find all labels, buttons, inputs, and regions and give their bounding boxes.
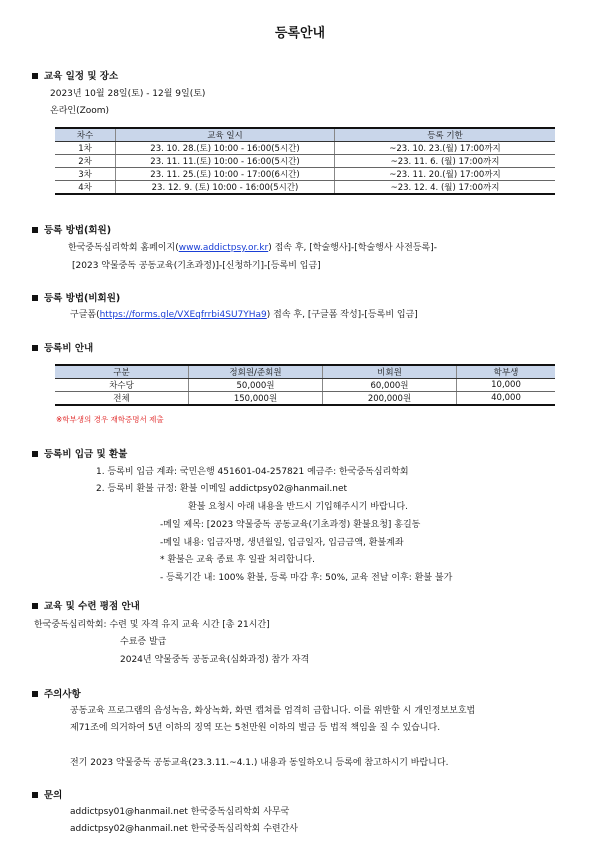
contact-line: addictpsy01@hanmail.net 한국중독심리학회 사무국 — [70, 807, 290, 817]
table-cell: 23. 12. 9. (토) 10:00 - 16:00(5시간) — [116, 181, 335, 195]
payment-line: 1. 등록비 입금 계좌: 국민은행 451601-04-257821 예금주: 한국중독심리학회 — [96, 467, 409, 477]
table-cell: 23. 11. 11.(토) 10:00 - 16:00(5시간) — [116, 155, 335, 168]
google-form-link[interactable]: https://forms.gle/VXEqfrrbi4SU7YHa9 — [99, 310, 267, 320]
table-cell: 3차 — [55, 168, 116, 181]
credit-line: 한국중독심리학회: 수련 및 자격 유지 교육 시간 [총 21시간] — [34, 620, 270, 630]
bullet-square-icon — [32, 451, 38, 457]
section-credit-heading: 교육 및 수련 평점 안내 — [32, 598, 140, 612]
nonmember-line: 구글폼(https://forms.gle/VXEqfrrbi4SU7YHa9) 접속 후, [구글폼 작성]-[등록비 입금] — [70, 310, 418, 320]
payment-line: 2. 등록비 환불 규정: 환불 이메일 addictpsy02@hanmail.net — [96, 484, 348, 494]
table-row — [55, 168, 555, 181]
table-cell: 1차 — [55, 142, 116, 155]
schedule-place: 온라인(Zoom) — [50, 106, 110, 116]
bullet-square-icon — [32, 691, 38, 697]
schedule-dates: 2023년 10월 28일(토) - 12월 9일(토) — [50, 89, 206, 99]
table-row — [55, 155, 555, 168]
table-cell: 200,000원 — [323, 392, 457, 406]
table-cell: 40,000 — [457, 392, 556, 406]
table-header: 차수 — [55, 128, 116, 142]
bullet-square-icon — [32, 227, 38, 233]
member-line-2: [2023 약물중독 공동교육(기초과정)]-[신청하기]-[등록비 입금] — [72, 261, 321, 271]
caution-line: 공동교육 프로그램의 음성녹음, 화상녹화, 화면 캡쳐를 엄격히 금합니다. 이를 위반할 시 개인정보보호법 — [70, 706, 476, 716]
payment-line: -메일 내용: 입금자명, 생년월일, 입금일자, 입금금액, 환불계좌 — [160, 538, 404, 548]
bullet-square-icon — [32, 345, 38, 351]
table-cell: ~23. 11. 6. (월) 17:00까지 — [335, 155, 556, 168]
member-line-1: 한국중독심리학회 홈페이지(www.addictpsy.or.kr) 접속 후, [학술행사]-[학술행사 사전등록]- — [68, 243, 437, 253]
table-header: 비회원 — [323, 365, 457, 379]
table-cell: 전체 — [55, 392, 189, 406]
table-cell: 150,000원 — [189, 392, 323, 406]
table-header: 구분 — [55, 365, 189, 379]
table-header: 교육 일시 — [116, 128, 335, 142]
section-contact-heading: 문의 — [32, 787, 62, 801]
homepage-link[interactable]: www.addictpsy.or.kr — [178, 243, 269, 253]
contact-line: addictpsy02@hanmail.net 한국중독심리학회 수련간사 — [70, 824, 298, 834]
table-cell: 23. 11. 25.(토) 10:00 - 17:00(6시간) — [116, 168, 335, 181]
section-caution-heading: 주의사항 — [32, 686, 81, 700]
table-cell: 60,000원 — [323, 379, 457, 392]
payment-line: - 등록기간 내: 100% 환불, 등록 마감 후: 50%, 교육 전날 이후: 환불 불가 — [160, 573, 453, 583]
table-row — [55, 142, 555, 155]
table-cell: 2차 — [55, 155, 116, 168]
table-row — [55, 379, 555, 392]
table-cell: ~23. 12. 4. (월) 17:00까지 — [335, 181, 556, 195]
bullet-square-icon — [32, 295, 38, 301]
section-nonmember-heading: 등록 방법(비회원) — [32, 290, 120, 304]
table-cell: 4차 — [55, 181, 116, 195]
section-fee-heading: 등록비 안내 — [32, 340, 93, 354]
table-header-row — [55, 365, 555, 379]
table-cell: ~23. 10. 23.(월) 17:00까지 — [335, 142, 556, 155]
bullet-square-icon — [32, 73, 38, 79]
fee-table — [55, 364, 555, 406]
table-header: 정회원/준회원 — [189, 365, 323, 379]
payment-line: 환불 요청시 아래 내용을 반드시 기입해주시기 바랍니다. — [188, 502, 408, 512]
caution-line: 전기 2023 약물중독 공동교육(23.3.11.~4.1.) 내용과 동일하오니 등록에 참고하시기 바랍니다. — [70, 758, 449, 768]
bullet-square-icon — [32, 603, 38, 609]
table-header: 학부생 — [457, 365, 556, 379]
table-header: 등록 기한 — [335, 128, 556, 142]
table-cell: ~23. 11. 20.(월) 17:00까지 — [335, 168, 556, 181]
payment-line: -메일 제목: [2023 약물중독 공동교육(기초과정) 환불요청] 홍길동 — [160, 520, 421, 530]
fee-note: ※학부생의 경우 재학증명서 제출 — [56, 415, 164, 424]
bullet-square-icon — [32, 792, 38, 798]
table-cell: 50,000원 — [189, 379, 323, 392]
table-cell: 차수당 — [55, 379, 189, 392]
page-title: 등록안내 — [274, 26, 326, 41]
table-cell: 23. 10. 28.(토) 10:00 - 16:00(5시간) — [116, 142, 335, 155]
table-row — [55, 181, 555, 195]
credit-line: 2024년 약물중독 공동교육(심화과정) 참가 자격 — [120, 655, 310, 665]
payment-line: * 환불은 교육 종료 후 일괄 처리합니다. — [160, 555, 315, 565]
section-payment-heading: 등록비 입금 및 환불 — [32, 446, 127, 460]
table-header-row — [55, 128, 555, 142]
schedule-table — [55, 127, 555, 195]
section-member-heading: 등록 방법(회원) — [32, 222, 111, 236]
table-cell: 10,000 — [457, 379, 556, 392]
credit-line: 수료증 발급 — [120, 637, 167, 647]
table-row — [55, 392, 555, 406]
section-schedule-heading: 교육 일정 및 장소 — [32, 68, 118, 82]
caution-line: 제71조에 의거하여 5년 이하의 징역 또는 5천만원 이하의 벌금 등 법적 책임을 질 수 있습니다. — [70, 723, 441, 733]
